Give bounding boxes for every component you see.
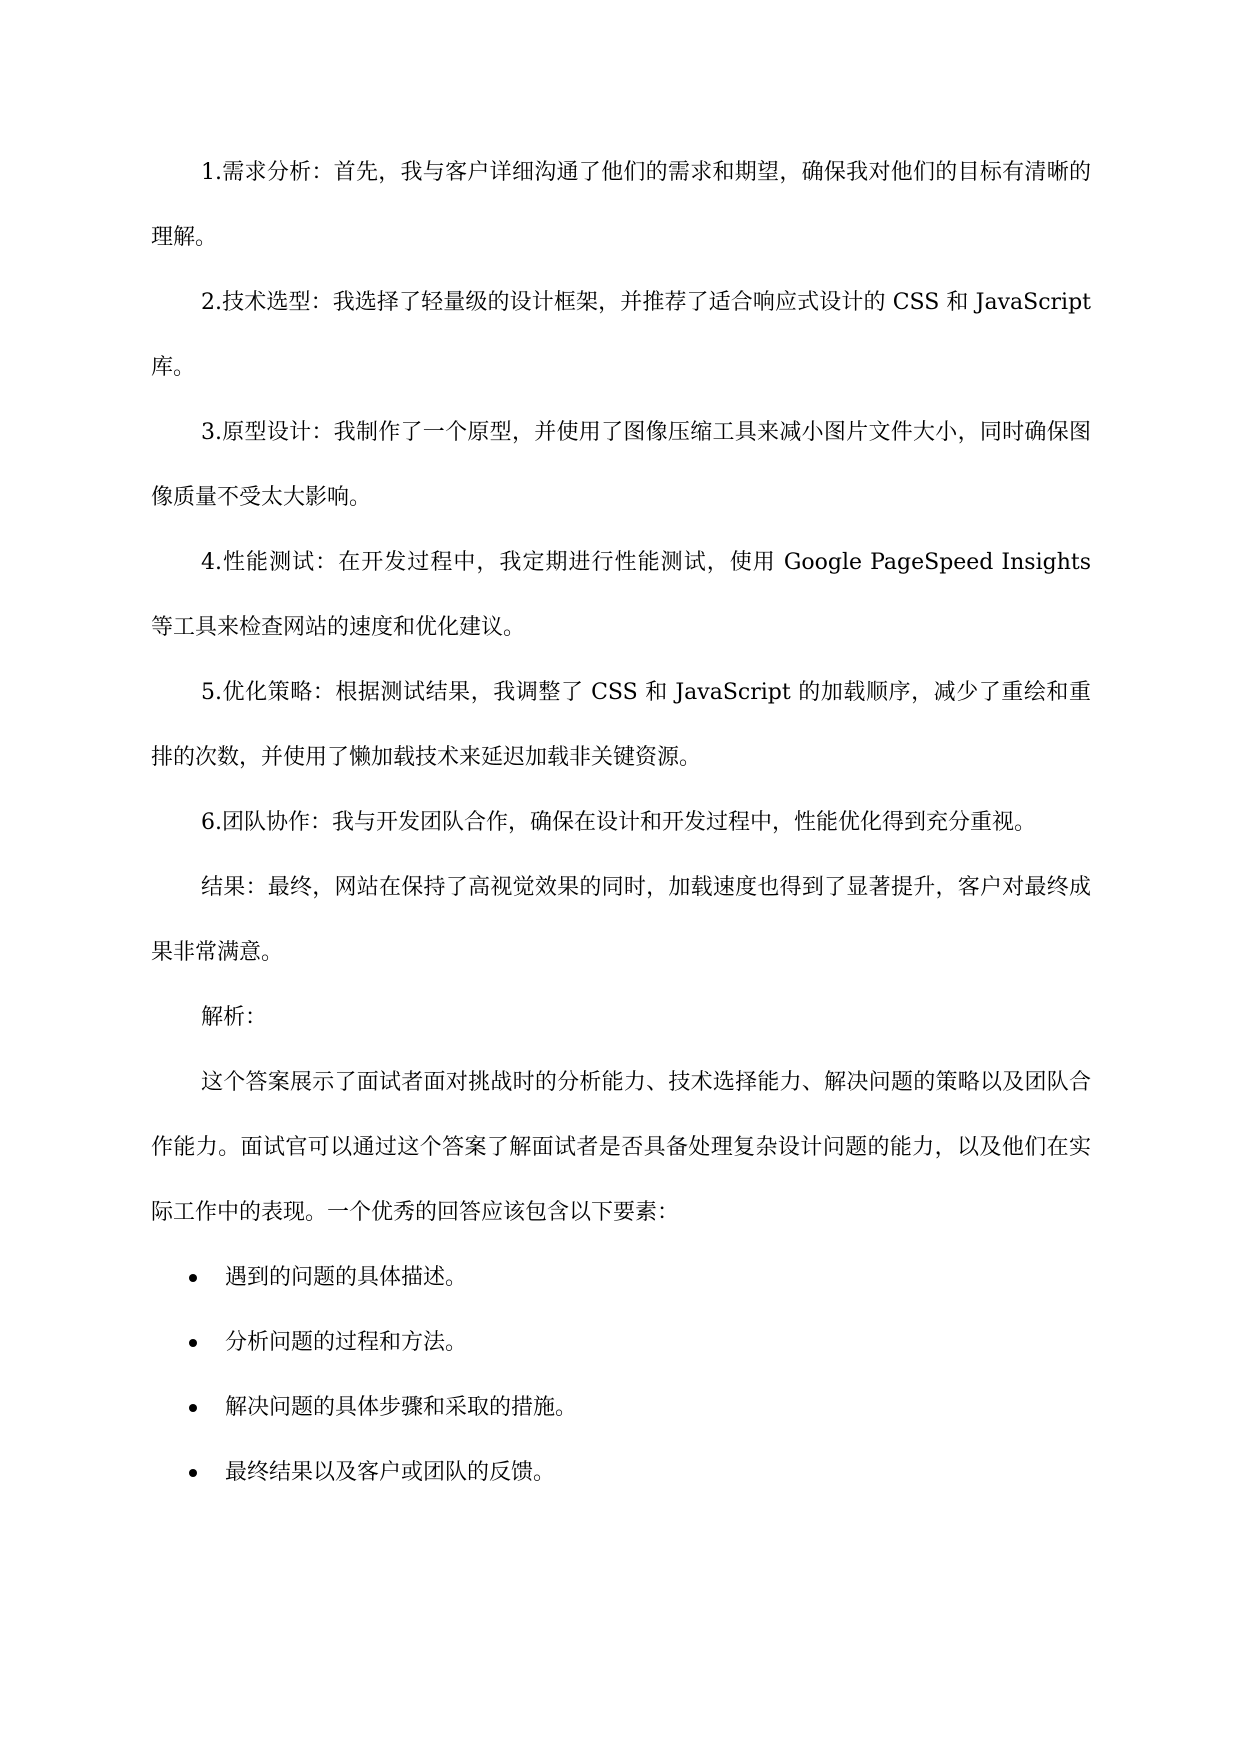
bullet-dot-icon — [189, 1469, 197, 1477]
paragraph-team-collaboration: 6.团队协作：我与开发团队合作，确保在设计和开发过程中，性能优化得到充分重视。 — [201, 810, 1036, 835]
bullet-dot-icon — [189, 1274, 197, 1282]
document-page — [151, 140, 1091, 1505]
paragraph-analysis-heading: 解析： — [201, 1005, 268, 1030]
paragraph-analysis-body: 这个答案展示了面试者面对挑战时的分析能力、技术选择能力、解决问题的策略以及团队合作能力。面试官可以通过这个答案了解面试者是否具备处理复杂设计问题的能力，以及他们在实际工作中的表现。一个优秀的回答应该包含以下要素： — [151, 1070, 1091, 1225]
bullet-dot-icon — [189, 1339, 197, 1347]
list-item-text: 遇到的问题的具体描述。 — [225, 1265, 468, 1290]
list-item — [151, 1375, 1091, 1440]
elements-bullet-list — [151, 1245, 1091, 1505]
bullet-dot-icon — [189, 1404, 197, 1412]
list-item-text: 分析问题的过程和方法。 — [225, 1330, 468, 1355]
list-item-text: 解决问题的具体步骤和采取的措施。 — [225, 1395, 578, 1420]
list-item — [151, 1440, 1091, 1505]
list-item — [151, 1310, 1091, 1375]
list-item-text: 最终结果以及客户或团队的反馈。 — [225, 1460, 556, 1485]
list-item — [151, 1245, 1091, 1310]
paragraph-result: 结果：最终，网站在保持了高视觉效果的同时，加载速度也得到了显著提升，客户对最终成果非常满意。 — [151, 875, 1091, 965]
paragraph-requirements-analysis: 1.需求分析：首先，我与客户详细沟通了他们的需求和期望，确保我对他们的目标有清晰的理解。 — [151, 160, 1091, 250]
paragraph-optimization-strategy: 5.优化策略：根据测试结果，我调整了 CSS 和 JavaScript 的加载顺序，减少了重绘和重排的次数，并使用了懒加载技术来延迟加载非关键资源。 — [151, 680, 1091, 770]
paragraph-prototype-design: 3.原型设计：我制作了一个原型，并使用了图像压缩工具来减小图片文件大小，同时确保图像质量不受太大影响。 — [151, 420, 1091, 510]
paragraph-tech-selection: 2.技术选型：我选择了轻量级的设计框架，并推荐了适合响应式设计的 CSS 和 JavaScript 库。 — [151, 290, 1091, 380]
paragraph-performance-testing: 4.性能测试：在开发过程中，我定期进行性能测试，使用 Google PageSpeed Insights 等工具来检查网站的速度和优化建议。 — [151, 550, 1091, 640]
